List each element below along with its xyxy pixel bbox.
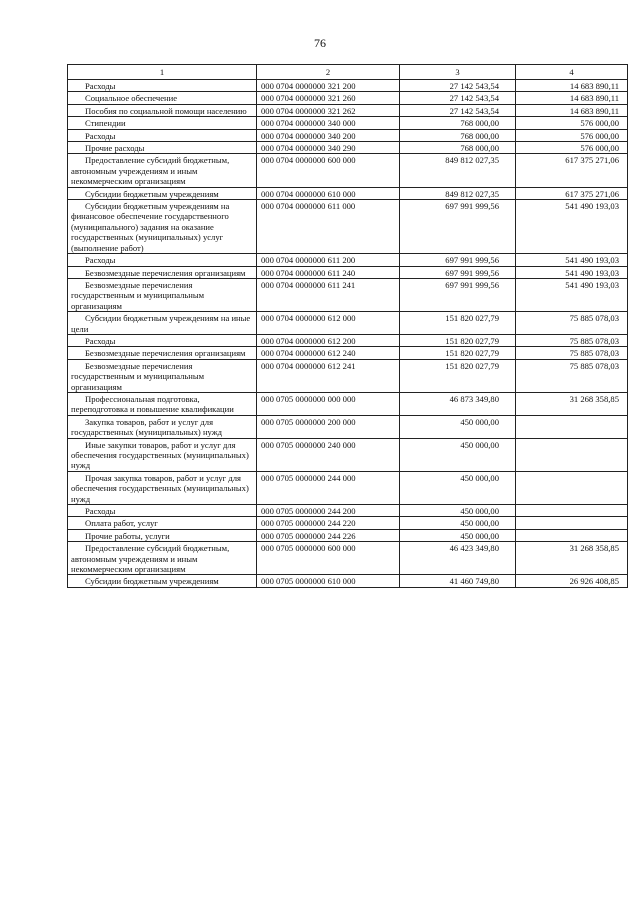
row-name: Расходы [68,254,257,266]
row-name: Безвозмездные перечисления организациям [68,266,257,278]
row-code: 000 0704 0000000 321 260 [257,92,400,104]
header-col-3: 3 [400,65,516,80]
row-name: Субсидии бюджетным учреждениям [68,187,257,199]
row-value-col4: 576 000,00 [516,129,628,141]
row-name: Безвозмездные перечисления организациям [68,347,257,359]
row-value-col4: 14 683 890,11 [516,92,628,104]
row-code: 000 0704 0000000 612 200 [257,334,400,346]
row-name: Предоставление субсидий бюджетным, автономным учреждениям и иным некоммерческим организациям [68,542,257,575]
row-value-col4: 541 490 193,03 [516,266,628,278]
row-name: Прочие работы, услуги [68,529,257,541]
row-name: Расходы [68,334,257,346]
table-row [68,438,628,471]
row-value-col3: 151 820 027,79 [400,334,516,346]
table-row [68,471,628,504]
row-value-col4 [516,517,628,529]
table-row [68,575,628,587]
row-value-col3: 450 000,00 [400,415,516,438]
row-code: 000 0705 0000000 244 200 [257,505,400,517]
row-value-col3: 46 873 349,80 [400,392,516,415]
row-value-col4 [516,505,628,517]
header-row [68,65,628,80]
table-row [68,92,628,104]
row-value-col3: 151 820 027,79 [400,359,516,392]
table-row [68,129,628,141]
row-value-col3: 697 991 999,56 [400,200,516,254]
table-row [68,347,628,359]
table-row [68,312,628,335]
row-value-col3: 450 000,00 [400,471,516,504]
header-col-1: 1 [68,65,257,80]
row-code: 000 0704 0000000 611 241 [257,278,400,311]
row-value-col4: 617 375 271,06 [516,154,628,187]
page-number: 76 [314,36,326,50]
row-code: 000 0704 0000000 321 200 [257,80,400,92]
table-body [68,80,628,588]
row-name: Иные закупки товаров, работ и услуг для обеспечения государственных (муниципальных) нужд [68,438,257,471]
row-value-col4: 31 268 358,85 [516,392,628,415]
row-code: 000 0705 0000000 610 000 [257,575,400,587]
table-row [68,254,628,266]
table-row [68,517,628,529]
table-row [68,334,628,346]
row-name: Профессиональная подготовка, переподготовка и повышение квалификации [68,392,257,415]
row-value-col3: 450 000,00 [400,517,516,529]
row-value-col3: 697 991 999,56 [400,278,516,311]
table-row [68,200,628,254]
row-code: 000 0704 0000000 611 000 [257,200,400,254]
row-name: Прочая закупка товаров, работ и услуг для обеспечения государственных (муниципальных) нужд [68,471,257,504]
row-name: Оплата работ, услуг [68,517,257,529]
row-value-col3: 697 991 999,56 [400,266,516,278]
row-name: Прочие расходы [68,142,257,154]
row-name: Стипендии [68,117,257,129]
row-name: Безвозмездные перечисления государственным и муниципальным организациям [68,278,257,311]
row-code: 000 0704 0000000 340 290 [257,142,400,154]
row-code: 000 0704 0000000 612 000 [257,312,400,335]
table-row [68,187,628,199]
row-value-col4: 75 885 078,03 [516,334,628,346]
row-value-col4: 576 000,00 [516,142,628,154]
row-value-col3: 27 142 543,54 [400,104,516,116]
row-name: Закупка товаров, работ и услуг для государственных (муниципальных) нужд [68,415,257,438]
row-value-col3: 450 000,00 [400,438,516,471]
row-code: 000 0705 0000000 600 000 [257,542,400,575]
row-name: Расходы [68,80,257,92]
table-row [68,278,628,311]
row-value-col4: 14 683 890,11 [516,80,628,92]
table-row [68,359,628,392]
table-row [68,529,628,541]
table-row [68,142,628,154]
header-col-4: 4 [516,65,628,80]
row-value-col4: 541 490 193,03 [516,278,628,311]
row-value-col4: 576 000,00 [516,117,628,129]
table-row [68,266,628,278]
row-value-col4 [516,529,628,541]
row-value-col3: 768 000,00 [400,117,516,129]
table-row [68,505,628,517]
row-value-col3: 41 460 749,80 [400,575,516,587]
row-code: 000 0705 0000000 240 000 [257,438,400,471]
row-value-col4 [516,438,628,471]
table-row [68,117,628,129]
row-value-col4: 541 490 193,03 [516,254,628,266]
row-name: Социальное обеспечение [68,92,257,104]
row-value-col4: 31 268 358,85 [516,542,628,575]
table-row [68,415,628,438]
row-name: Безвозмездные перечисления государственным и муниципальным организациям [68,359,257,392]
row-value-col3: 849 812 027,35 [400,187,516,199]
row-value-col4: 75 885 078,03 [516,359,628,392]
table-row [68,104,628,116]
row-value-col3: 697 991 999,56 [400,254,516,266]
row-code: 000 0704 0000000 611 200 [257,254,400,266]
row-value-col3: 450 000,00 [400,529,516,541]
row-code: 000 0705 0000000 200 000 [257,415,400,438]
row-value-col4 [516,415,628,438]
row-code: 000 0704 0000000 340 200 [257,129,400,141]
row-value-col4: 617 375 271,06 [516,187,628,199]
row-value-col4: 541 490 193,03 [516,200,628,254]
row-code: 000 0704 0000000 612 241 [257,359,400,392]
row-name: Расходы [68,129,257,141]
row-value-col3: 768 000,00 [400,142,516,154]
row-value-col4: 75 885 078,03 [516,312,628,335]
row-value-col4: 75 885 078,03 [516,347,628,359]
table-row [68,542,628,575]
row-value-col3: 151 820 027,79 [400,312,516,335]
row-code: 000 0705 0000000 244 000 [257,471,400,504]
row-value-col3: 768 000,00 [400,129,516,141]
row-code: 000 0704 0000000 340 000 [257,117,400,129]
row-code: 000 0704 0000000 600 000 [257,154,400,187]
table-row [68,392,628,415]
header-col-2: 2 [257,65,400,80]
row-code: 000 0704 0000000 321 262 [257,104,400,116]
row-value-col3: 46 423 349,80 [400,542,516,575]
row-value-col3: 450 000,00 [400,505,516,517]
row-code: 000 0705 0000000 244 226 [257,529,400,541]
row-name: Субсидии бюджетным учреждениям на иные цели [68,312,257,335]
row-name: Пособия по социальной помощи населению [68,104,257,116]
row-name: Субсидии бюджетным учреждениям на финансовое обеспечение государственного (муниципального) задания на оказание государственных (муниципальных) услуг (выполнение работ) [68,200,257,254]
budget-table [67,64,628,588]
row-code: 000 0704 0000000 611 240 [257,266,400,278]
table-row [68,154,628,187]
table-row [68,80,628,92]
row-name: Предоставление субсидий бюджетным, автономным учреждениям и иным некоммерческим организациям [68,154,257,187]
row-value-col4: 14 683 890,11 [516,104,628,116]
row-code: 000 0705 0000000 000 000 [257,392,400,415]
row-value-col4 [516,471,628,504]
row-value-col3: 849 812 027,35 [400,154,516,187]
row-value-col3: 27 142 543,54 [400,92,516,104]
row-name: Расходы [68,505,257,517]
row-name: Субсидии бюджетным учреждениям [68,575,257,587]
row-value-col3: 27 142 543,54 [400,80,516,92]
row-code: 000 0705 0000000 244 220 [257,517,400,529]
row-value-col4: 26 926 408,85 [516,575,628,587]
row-code: 000 0704 0000000 612 240 [257,347,400,359]
row-code: 000 0704 0000000 610 000 [257,187,400,199]
row-value-col3: 151 820 027,79 [400,347,516,359]
